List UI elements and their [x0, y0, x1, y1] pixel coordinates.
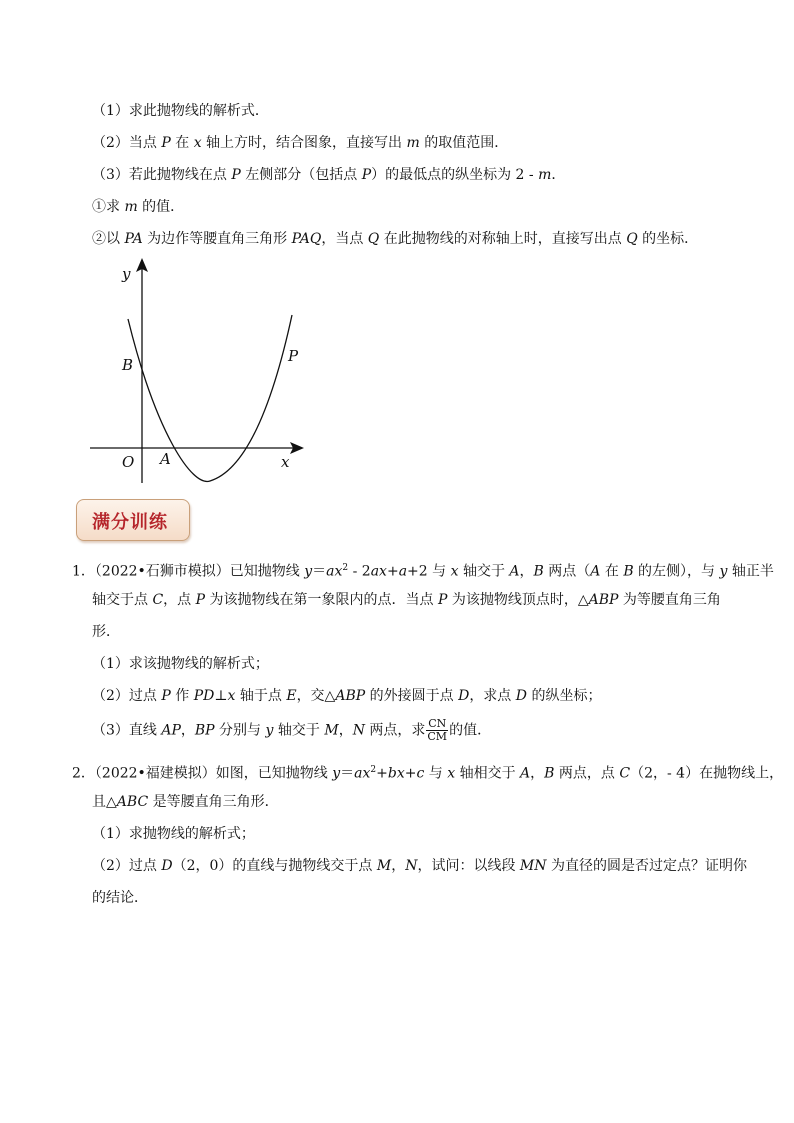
- fraction-cn-over-cm: $\frac{CN}{CM}$: [427, 717, 448, 743]
- problem-1-line-3: 形．: [92, 624, 120, 640]
- problem-2-line-2: 且△ABC 是等腰直角三角形．: [92, 794, 279, 810]
- parabola-graph: [86, 255, 316, 490]
- question-part-1: （1）求此抛物线的解析式．: [92, 103, 269, 119]
- section-badge: [76, 499, 190, 541]
- problem-1-question-1: （1）求该抛物线的解析式；: [92, 656, 269, 672]
- problem-2-question-2: （2）过点 D（2，0）的直线与抛物线交于点 M，N，试问：以线段 MN 为直径的圆是否过定点？证明你: [92, 858, 747, 874]
- point-b-label: B: [122, 356, 134, 374]
- question-part-3: （3）若此抛物线在点 P 左侧部分（包括点 P）的最低点的纵坐标为 2 - m．: [92, 167, 566, 183]
- point-a-label: A: [160, 450, 171, 468]
- parabola-curve: [128, 315, 292, 481]
- problem-2-question-1: （1）求抛物线的解析式；: [92, 826, 255, 842]
- problem-2-question-2-cont: 的结论．: [92, 890, 148, 906]
- section-badge-label: 满分训练: [92, 512, 168, 533]
- origin-label: O: [122, 453, 135, 471]
- sub-question-1: ①求 m 的值．: [92, 199, 185, 215]
- sub-question-2: ②以 PA 为边作等腰直角三角形 PAQ，当点 Q 在此抛物线的对称轴上时，直接写出点 Q 的坐标．: [92, 231, 699, 247]
- problem-1-question-2: （2）过点 P 作 PD⊥x 轴于点 E，交△ABP 的外接圆于点 D，求点 D 的纵坐标；: [92, 688, 602, 704]
- problem-1-line-1: 1．（2022•石狮市模拟）已知抛物线 $y=ax^2 - 2ax+a+2$ 与 x 轴交于 A，B 两点（A 在 B 的左侧），与 y 轴正半: [72, 563, 774, 580]
- problem-1-line-2: 轴交于点 C，点 P 为该抛物线在第一象限内的点．当点 P 为该抛物线顶点时，△ABP 为等腰直角三角: [92, 592, 721, 608]
- y-axis-label: y: [122, 265, 131, 283]
- question-part-2: （2）当点 P 在 x 轴上方时，结合图象，直接写出 m 的取值范围．: [92, 135, 509, 151]
- problem-2-line-1: 2．（2022•福建模拟）如图，已知抛物线 $y=ax^2+bx+c$ 与 x 轴相交于 A，B 两点，点 C（2，- 4）在抛物线上，: [72, 765, 784, 782]
- x-axis-label: x: [281, 453, 290, 471]
- problem-1-question-3: （3）直线 AP，BP 分别与 y 轴交于 M，N 两点，求 $\frac{CN}{CM}$ 的值．: [92, 717, 492, 743]
- point-p-label: P: [288, 347, 299, 365]
